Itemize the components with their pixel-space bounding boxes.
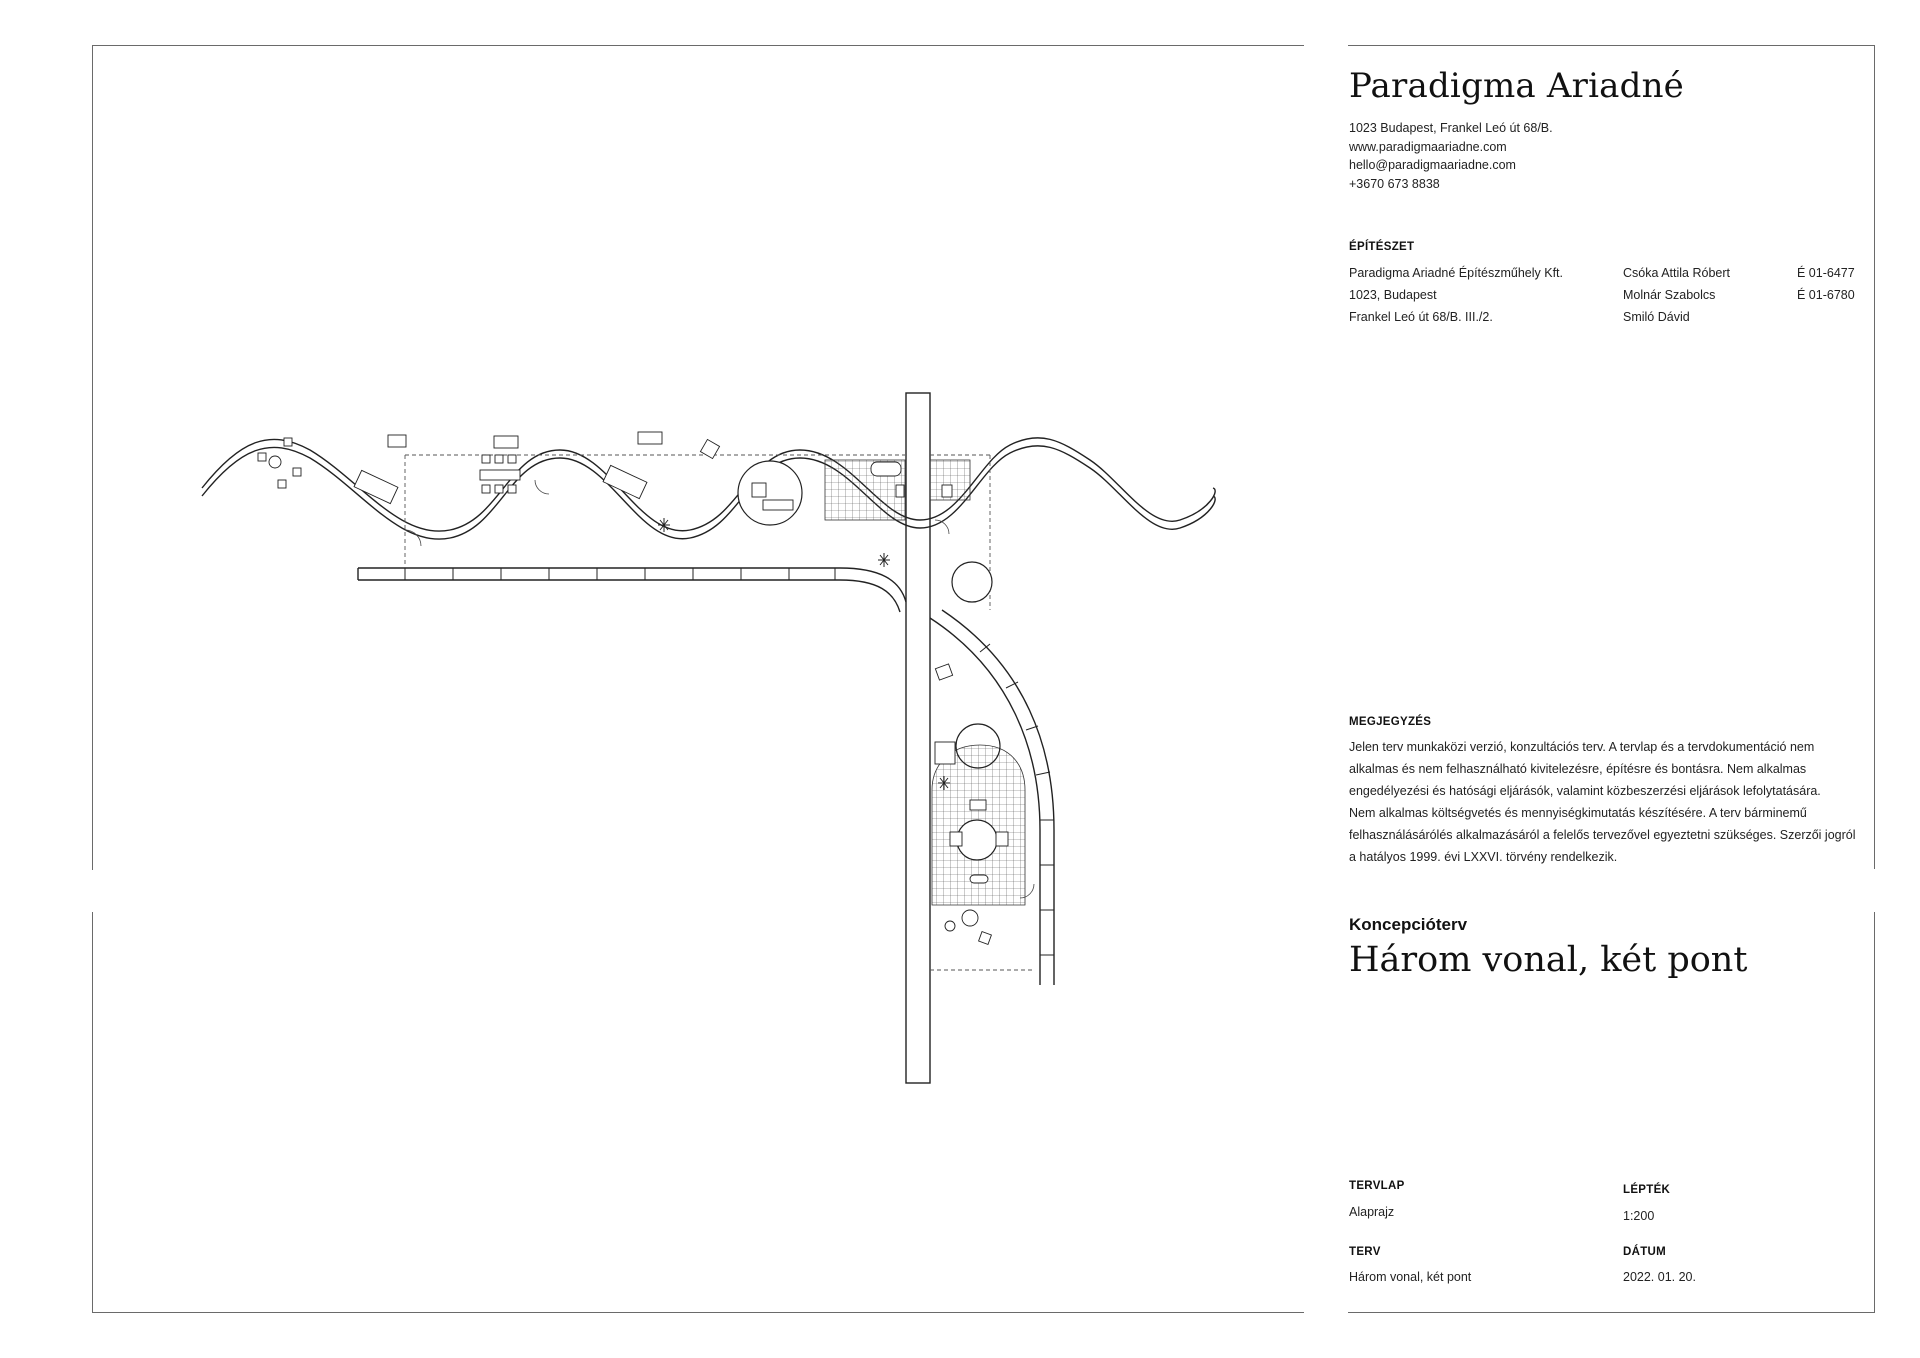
spine-wall xyxy=(906,393,930,1083)
date-value: 2022. 01. 20. xyxy=(1623,1270,1696,1284)
frame-gap xyxy=(88,870,98,912)
office-phone: +3670 673 8838 xyxy=(1349,176,1440,191)
segmented-wall xyxy=(358,568,906,602)
architect-name: Smiló Dávid xyxy=(1623,310,1690,324)
note-line: Jelen terv munkaközi verzió, konzultációs terv. A tervlap és a tervdokumentáció nem xyxy=(1349,740,1815,754)
floor-plan-drawing xyxy=(180,370,1240,1110)
project-phase: Koncepcióterv xyxy=(1349,915,1468,934)
architecture-heading: ÉPÍTÉSZET xyxy=(1349,241,1415,253)
titleblock-top-border xyxy=(1348,45,1875,46)
note-line: Nem alkalmas költségvetés és mennyiségkimutatás készítésére. A terv bárminemű xyxy=(1349,806,1807,820)
note-line: engedélyezési és hatósági eljárásók, valamint közbeszerzési eljárások lefolytatására. xyxy=(1349,784,1821,798)
round-room xyxy=(738,461,802,525)
note-line: a hatályos 1999. évi LXXVI. törvény rendelkezik. xyxy=(1349,850,1618,864)
plan-value: Három vonal, két pont xyxy=(1349,1270,1472,1284)
sheet-label: TERVLAP xyxy=(1349,1180,1405,1192)
sheet-value: Alaprajz xyxy=(1349,1205,1395,1219)
titleblock-right-border-lower xyxy=(1874,912,1875,1313)
date-label: DÁTUM xyxy=(1623,1246,1667,1258)
company-line: Paradigma Ariadné Építészműhely Kft. xyxy=(1349,266,1564,280)
note-line: felhasználásárólés alkalmazásáról a felelős tervezővel egyeztetni szükséges. Szerzői jogról xyxy=(1349,828,1856,842)
architect-name: Molnár Szabolcs xyxy=(1623,288,1716,302)
license-number: É 01-6780 xyxy=(1797,288,1855,302)
architect-names xyxy=(1623,262,1730,328)
project-title: Három vonal, két pont xyxy=(1349,940,1748,980)
office-website: www.paradigmaariadne.com xyxy=(1349,139,1507,154)
plan-label: TERV xyxy=(1349,1246,1381,1258)
architect-licenses xyxy=(1797,262,1855,306)
company-line: Frankel Leó út 68/B. III./2. xyxy=(1349,310,1493,324)
architect-name: Csóka Attila Róbert xyxy=(1623,266,1730,280)
note-text xyxy=(1349,736,1859,868)
note-line: alkalmas és nem felhasználható kivitelezésre, építésre és bontásra. Nem alkalmas xyxy=(1349,762,1807,776)
scale-value: 1:200 xyxy=(1623,1209,1655,1223)
office-address xyxy=(1349,119,1553,193)
titleblock-bottom-border xyxy=(1348,1312,1875,1313)
titleblock-right-border xyxy=(1874,45,1875,869)
company-line: 1023, Budapest xyxy=(1349,288,1437,302)
office-name: Paradigma Ariadné xyxy=(1349,66,1684,106)
office-email: hello@paradigmaariadne.com xyxy=(1349,158,1516,173)
round-pavilion xyxy=(952,562,992,602)
wavy-wall-inner xyxy=(202,446,1215,539)
license-number: É 01-6477 xyxy=(1797,266,1855,280)
architecture-company xyxy=(1349,262,1563,328)
note-heading: MEGJEGYZÉS xyxy=(1349,716,1432,728)
scale-label: LÉPTÉK xyxy=(1623,1184,1671,1196)
office-address-line: 1023 Budapest, Frankel Leó út 68/B. xyxy=(1349,121,1553,135)
round-table-south xyxy=(957,820,997,860)
